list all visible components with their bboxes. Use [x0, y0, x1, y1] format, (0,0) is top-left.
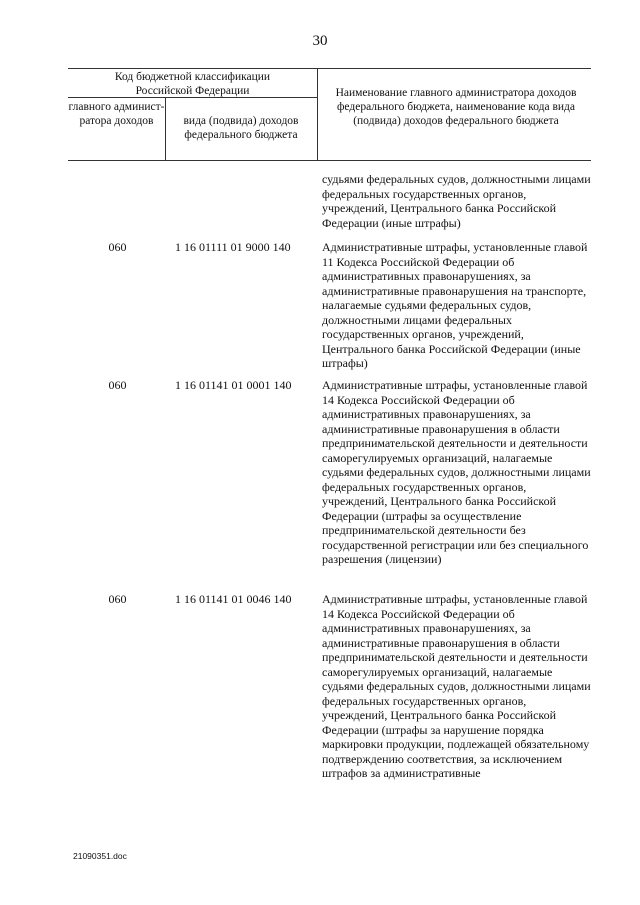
row-admin-code: 060 [108, 592, 127, 606]
header-col-admin: главного админист-ратора доходов [68, 101, 165, 127]
header-col-code: вида (подвида) доходов федерального бюджета [183, 115, 299, 141]
header-group-title: Код бюджетной классификации Российской Федерации [114, 71, 271, 97]
row-budget-code: 1 16 01111 01 9000 140 [175, 240, 291, 254]
row-name: судьями федеральных судов, должностными лицами федеральных государственных органов, учреждений, Центрального банка Российской Федерации (иные штрафы) [322, 172, 591, 230]
row-name: Административные штрафы, установленные главой 11 Кодекса Российской Федерации об административных правонарушениях, за административные правонарушения на транспорте, налагаемые судьями федеральных судов, должностными лицами федеральных государственных органов, учреждений, Центрального банка Российской Федерации (иные штрафы) [322, 240, 588, 370]
header-divider-admin-code [165, 97, 166, 160]
row-budget-code: 1 16 01141 01 0046 140 [175, 592, 292, 606]
header-top-rule [68, 68, 591, 69]
row-budget-code: 1 16 01141 01 0001 140 [175, 378, 292, 392]
page-number: 30 [312, 33, 328, 49]
header-col-name: Наименование главного администратора доходов федерального бюджета, наименование кода вида (подвида) доходов федерального бюджета [335, 87, 577, 127]
row-name: Административные штрафы, установленные главой 14 Кодекса Российской Федерации об административных правонарушениях, за административные правонарушения в области предпринимательской деятельности и деятельности саморегулируемых организаций, налагаемые судьями федеральных судов, должностными лицами федеральных государственных органов, учреждений, Центрального банка Российской Федерации (штрафы за осуществление предпринимательской деятельности без государственной регистрации или без специального разрешения (лицензии) [322, 378, 591, 566]
document-filename: 21090351.doc [73, 851, 127, 861]
header-divider-code-name [317, 68, 318, 160]
header-bottom-rule [68, 160, 591, 161]
row-name: Административные штрафы, установленные главой 14 Кодекса Российской Федерации об административных правонарушениях, за административные правонарушения в области предпринимательской деятельности и деятельности саморегулируемых организаций, налагаемые судьями федеральных судов, должностными лицами федеральных государственных органов, учреждений, Центрального банка Российской Федерации (штрафы за нарушение порядка маркировки продукции, подлежащей обязательному подтверждению соответствия, за исключением штрафов за административные [322, 592, 591, 780]
row-admin-code: 060 [108, 240, 127, 254]
row-admin-code: 060 [108, 378, 127, 392]
